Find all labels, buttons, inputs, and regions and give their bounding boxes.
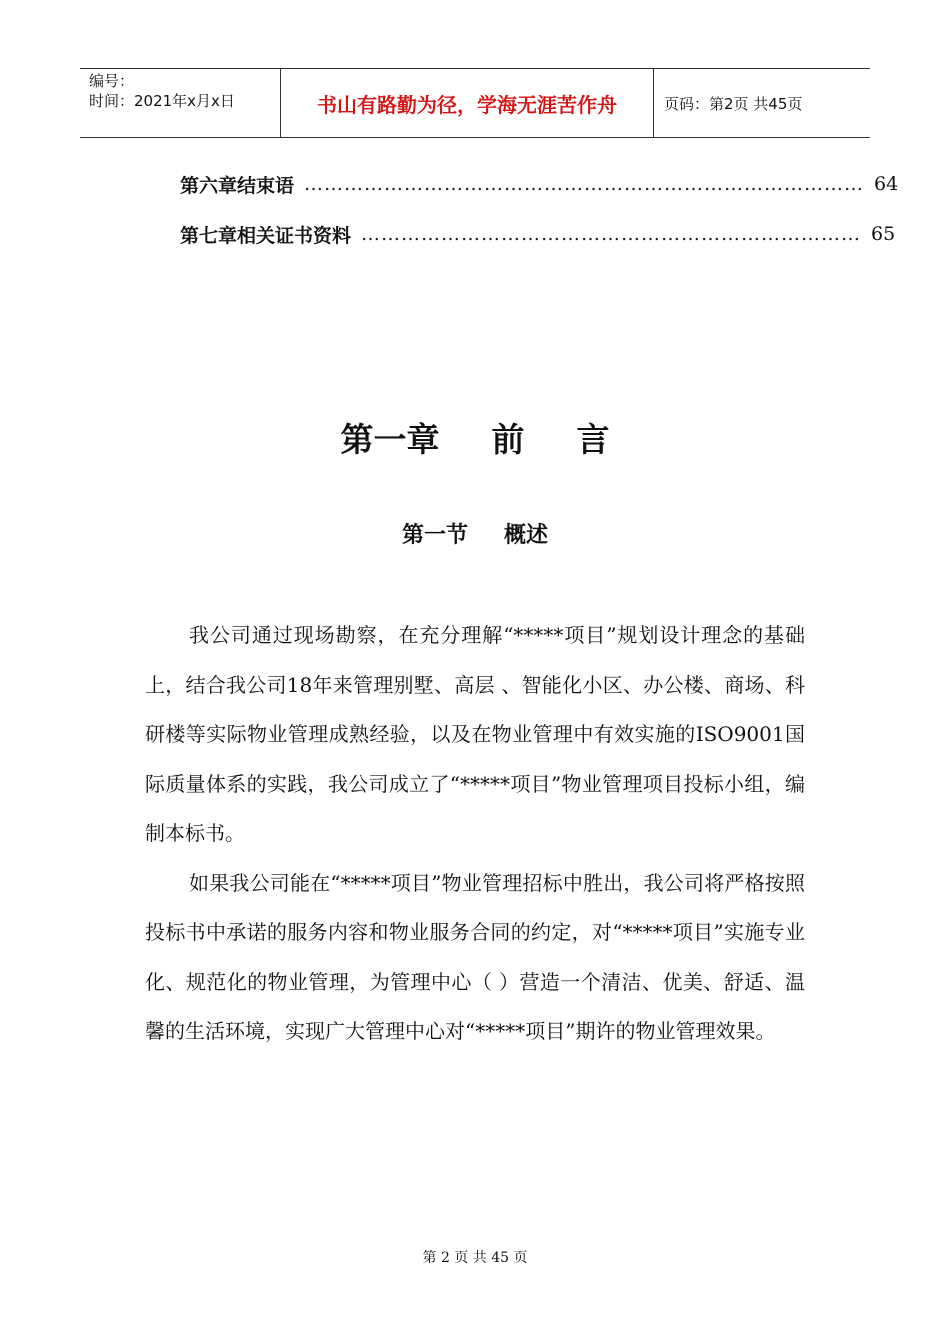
page-info: 页码：第2页 共45页 [664,94,803,113]
toc-chapter: 第六章 [180,174,238,197]
header-table [80,68,870,138]
paragraph: 如果我公司能在“*****项目”物业管理招标中胜出，我公司将严格按照投标书中承诺的服务内容和物业服务合同的约定，对“*****项目”实施专业化、规范化的物业管理，为管理中心（ ）营造一个清洁、优美、舒适、温馨的生活环境，实现广大管理中心对“*****项目”期许的物业管理效果。 [145,870,805,1043]
chapter-number: 第一章 [340,420,440,459]
toc-entry[interactable] [180,219,896,249]
header-meta-cell [80,69,281,137]
paragraph: 我公司通过现场勘察，在充分理解“*****项目”规划设计理念的基础上，结合我公司18年来管理别墅、高层 、智能化小区、办公楼、商场、科研楼等实际物业管理成熟经验，以及在物业管理中有效实施的ISO9001国际质量体系的实践，我公司成立了“*****项目”物业管理项目投标小组，编制本标书。 [145,623,805,845]
chapter-word-2: 言 [576,420,610,459]
page-footer: 第 2 页 共 45 页 [422,1250,528,1266]
section-title [0,518,950,549]
toc-leader: ………………………………………………………………… [361,223,862,245]
toc-chapter: 第七章 [180,224,238,247]
body-text [145,611,805,1057]
toc-leader: ………………………………………………………………………… [304,173,865,195]
toc-page: 65 [871,223,896,245]
motto: 书山有路勤为径，学海无涯苦作舟 [281,69,654,137]
number-label: 编号： [89,72,135,90]
toc-title: 相关证书资料 [237,224,352,247]
toc-entry[interactable] [180,169,899,199]
section-name: 概述 [504,523,549,548]
toc-page: 64 [874,173,899,195]
chapter-title [0,414,950,461]
time-label: 时间：2021年x月x日 [89,92,235,110]
section-number: 第一节 [401,523,468,548]
toc-title: 结束语 [237,174,295,197]
chapter-word-1: 前 [491,420,525,459]
